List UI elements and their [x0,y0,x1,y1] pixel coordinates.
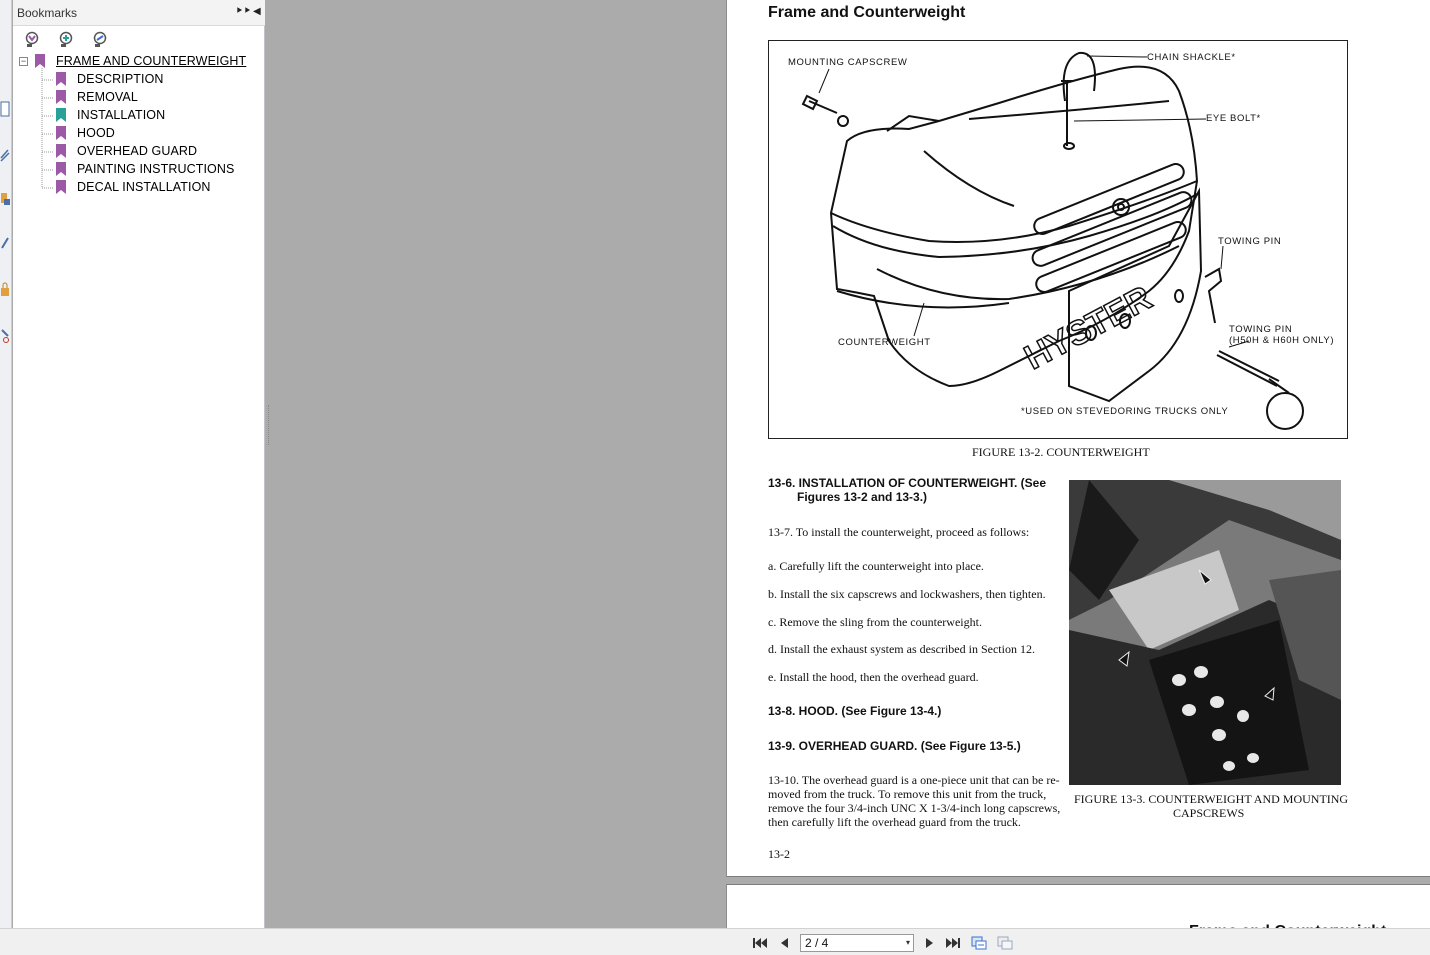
label-towing-pin-h50-note: (H50H & H60H ONLY) [1229,335,1335,346]
bookmark-item-removal[interactable] [56,88,138,106]
bookmark-item-decal-installation[interactable] [56,178,211,196]
figure-counterweight-photo [1069,480,1341,785]
section-13-6-heading-line2: Figures 13-2 and 13-3.) [797,490,928,504]
bookmark-item-label: HOOD [77,126,115,140]
bookmark-item-label: OVERHEAD GUARD [77,144,198,158]
step-a: a. Carefully lift the counterweight into place. [768,559,984,573]
bookmark-item-label: DESCRIPTION [77,72,164,86]
figure-13-2-caption: FIGURE 13-2. COUNTERWEIGHT [972,445,1150,459]
bookmark-flag-icon [56,180,66,194]
search-tool-icon[interactable] [0,326,10,344]
section-13-8-heading: 13-8. HOOD. (See Figure 13-4.) [768,704,942,718]
paragraph-13-10-line1: 13-10. The overhead guard is a one-piece unit that can be re- [768,773,1060,787]
figure-counterweight-drawing [768,40,1348,439]
bookmark-flag-icon [56,144,66,158]
add-bookmark-icon[interactable] [57,30,75,48]
paragraph-13-10-line2: moved from the truck. To remove this unit from the truck, [768,787,1047,801]
paragraph-13-10-line4: then carefully lift the overhead guard from the truck. [768,815,1021,829]
label-towing-pin: TOWING PIN [1218,236,1282,247]
bookmark-root-label: FRAME AND COUNTERWEIGHT [56,54,247,68]
label-stevedoring-note: *USED ON STEVEDORING TRUCKS ONLY [1021,406,1229,417]
bookmark-item-label: INSTALLATION [77,108,166,122]
bookmark-flag-icon [35,54,45,68]
bookmark-flag-icon [56,126,66,140]
pdf-next-page [726,884,1430,928]
splitter-grip[interactable] [268,405,270,445]
bookmark-item-label: PAINTING INSTRUCTIONS [77,162,235,176]
expand-bookmark-icon[interactable] [23,30,41,48]
layers-icon[interactable] [0,146,10,164]
attachments-icon[interactable] [0,190,10,208]
page-indicator: 2 / 4 [805,936,829,950]
bookmark-flag-icon [56,162,66,176]
bookmark-item-label: DECAL INSTALLATION [77,180,211,194]
page-number: 13-2 [768,847,790,861]
bookmarks-panel-title: Bookmarks [17,6,78,20]
tree-collapse-toggle[interactable]: − [20,55,27,66]
previous-page-icon[interactable] [777,936,793,950]
step-c: c. Remove the sling from the counterweight. [768,615,982,629]
page-thumbnails-icon[interactable] [0,100,10,118]
step-e: e. Install the hood, then the overhead guard. [768,670,979,684]
bookmarks-panel [13,0,265,928]
bookmark-item-painting-instructions[interactable] [56,160,234,178]
section-13-6-heading-line1: 13-6. INSTALLATION OF COUNTERWEIGHT. (See [768,476,1047,490]
label-towing-pin-h50: TOWING PIN [1229,324,1293,335]
bookmark-flag-icon-active [56,108,66,122]
bookmark-item-label: REMOVAL [77,90,138,104]
lock-icon[interactable] [0,280,10,298]
chevron-down-icon[interactable]: ▾ [905,938,910,947]
bookmark-item-installation[interactable] [56,106,165,124]
paragraph-13-7: 13-7. To install the counterweight, proceed as follows: [768,525,1030,539]
label-mounting-capscrew: MOUNTING CAPSCREW [788,57,908,68]
bookmark-item-description[interactable] [56,70,164,88]
navigation-tool-strip [0,0,12,928]
panel-splitter[interactable] [265,0,271,928]
paragraph-13-10-line3: remove the four 3/4-inch UNC X 1-3/4-inch long capscrews, [768,801,1061,815]
page-navigation-bar [0,928,1430,955]
label-counterweight: COUNTERWEIGHT [838,337,931,348]
section-13-9-heading: 13-9. OVERHEAD GUARD. (See Figure 13-5.) [768,739,1021,753]
last-page-icon[interactable] [945,936,961,950]
label-chain-shackle: CHAIN SHACKLE* [1147,52,1236,63]
bookmark-flag-icon [56,90,66,104]
page-heading: Frame and Counterweight [768,4,966,21]
previous-view-icon[interactable] [971,936,987,950]
counterweight-photo-image [1069,480,1341,785]
panel-options-icon[interactable]: ⯈⯈ [235,6,251,17]
bookmark-item-overhead-guard[interactable] [56,142,197,160]
step-d: d. Install the exhaust system as described in Section 12. [768,642,1035,656]
pdf-page [726,0,1430,877]
bookmarks-toolbar [13,28,265,50]
bookmark-flag-icon [56,72,66,86]
first-page-icon[interactable] [752,936,768,950]
figure-13-3-caption-line1: FIGURE 13-3. COUNTERWEIGHT AND MOUNTING [1074,792,1349,806]
figure-13-3-caption-line2: CAPSCREWS [1173,806,1245,820]
step-b: b. Install the six capscrews and lockwashers, then tighten. [768,587,1046,601]
next-page-icon[interactable] [921,936,937,950]
bookmark-properties-icon[interactable] [91,30,109,48]
bookmarks-panel-header [13,0,265,26]
page-number-select[interactable] [800,934,914,952]
bookmark-item-hood[interactable] [56,124,115,142]
hyster-logo-text: HYSTER [1018,278,1158,378]
collapse-panel-icon[interactable]: ◀ [253,6,261,17]
paperclip-icon[interactable] [0,234,10,252]
next-view-icon[interactable] [997,936,1013,950]
bookmark-root[interactable] [19,52,246,70]
label-eye-bolt: EYE BOLT* [1206,113,1261,124]
